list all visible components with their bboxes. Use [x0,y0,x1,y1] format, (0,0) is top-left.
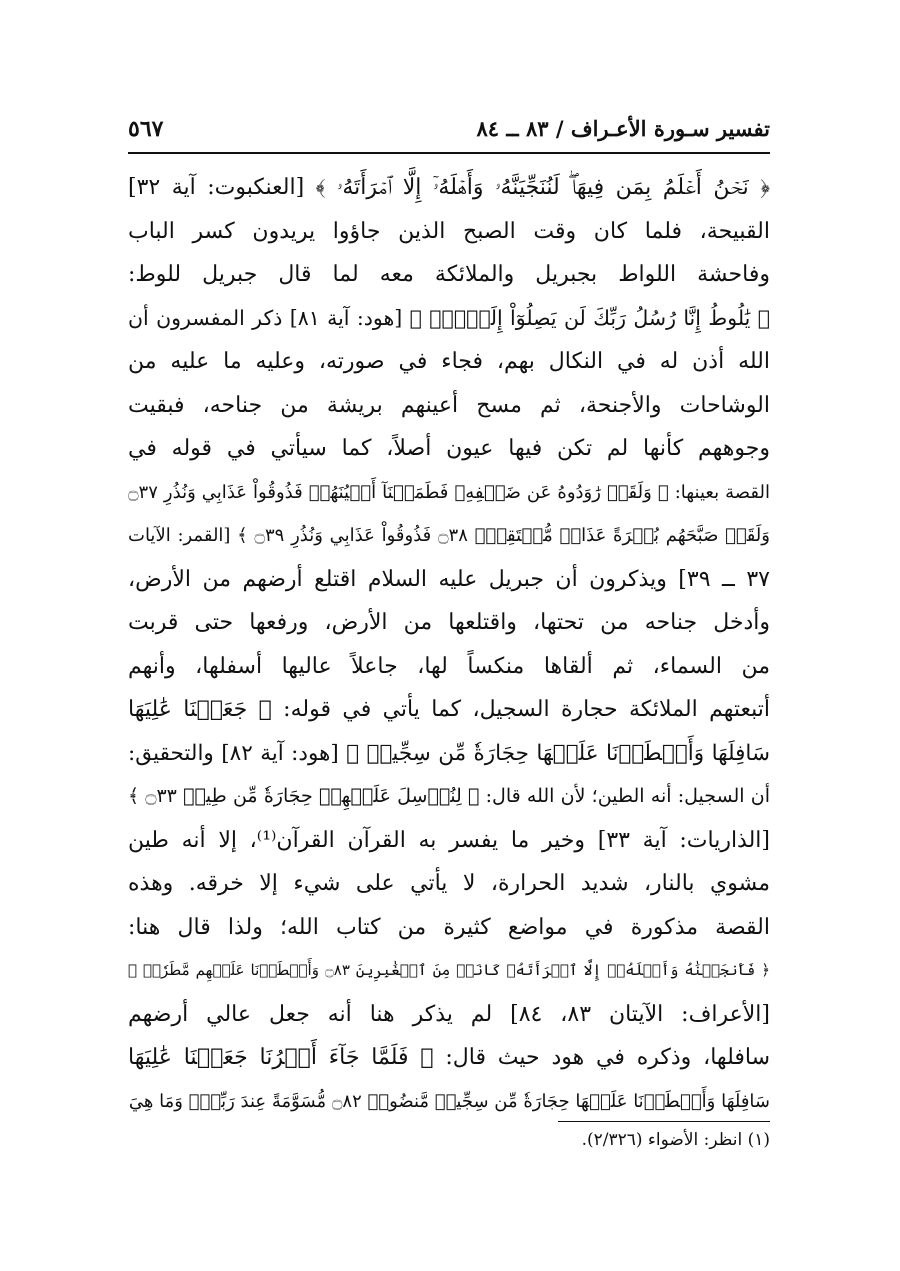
text-line: ﴿ نَحۡنُ أَعۡلَمُ بِمَن فِيهَاۖ لَنُنَجِّيَنَّهُۥ وَأَهۡلَهُۥٓ إِلَّا ٱمۡرَأَتَهُۥ ﴾ [العنكبوت: آية ٣٢] [128,175,770,200]
text-line: ﴿ فَأَنجَيۡنَٰهُ وَأَهۡلَهُۥٓ إِلَّا ٱمۡرَأَتَهُۥ كَانَتۡ مِنَ ٱلۡغَٰبِرِينَ ۝٨٣ وَأَمۡطَرۡنَا عَلَيۡهِم مَّطَرٗاۖ ﴾ [128,961,770,979]
footnote: (١) انظر: الأضواء (٢/٣٢٦). [581,1130,770,1150]
text-line: وَلَقَدۡ صَبَّحَهُم بُكۡرَةً عَذَابٞ مُّسۡتَقِرّٞ ۝٣٨ فَذُوقُواْ عَذَابِي وَنُذُرِ ۝٣٩ ﴾ [القمر: الآيات [128,525,770,546]
text-line: القصة بعينها: ﴿ وَلَقَدۡ رَٰوَدُوهُ عَن ضَيۡفِهِۦ فَطَمَسۡنَآ أَعۡيُنَهُمۡ فَذُوقُواْ عَذَابِي وَنُذُرِ ۝٣٧ [128,481,770,503]
text-line: وفاحشة اللواط بجبريل والملائكة معه لما قال جبريل للوط: [128,262,770,287]
text-line: [الذاريات: آية ٣٣] وخير ما يفسر به القرآن القرآن⁽¹⁾، إلا أنه طين [128,827,770,853]
text-line: مشوي بالنار، شديد الحرارة، لا يأتي على شيء إلا خرقه. وهذه [128,871,770,896]
text-line: وجوههم كأنها لم تكن فيها عيون أصلاً، كما سيأتي في قوله في [128,436,770,461]
running-title: تفسير سـورة الأعـراف / ٨٣ ــ ٨٤ [476,116,770,141]
text-line: ٣٧ ــ ٣٩] ويذكرون أن جبريل عليه السلام اقتلع أرضهم من الأرض، [128,566,770,592]
page-number: ٥٦٧ [128,116,164,142]
text-line: القبيحة، فلما كان وقت الصبح الذين جاؤوا يريدون كسر الباب [128,218,770,244]
text-line: الوشاحات والأجنحة، ثم مسح أعينهم بريشة من جناحه، فبقيت [128,392,770,418]
text-line: القصة مذكورة في مواضع كثيرة من كتاب الله؛ ولذا قال هنا: [128,914,770,940]
text-line: أتبعتهم الملائكة حجارة السجيل، كما يأتي في قوله: ﴿ جَعَلۡنَا عَٰلِيَهَا [128,697,770,722]
text-line: أن السجيل: أنه الطين؛ لأن الله قال: ﴿ لِنُرۡسِلَ عَلَيۡهِمۡ حِجَارَةٗ مِّن طِينٖ ۝٣٣ ﴾ [128,785,770,807]
footnote-separator [558,1121,770,1122]
text-line: وأدخل جناحه من تحتها، واقتلعها من الأرض، ورفعها حتى قربت [128,610,770,635]
text-line: سَافِلَهَا وَأَمۡطَرۡنَا عَلَيۡهَا حِجَارَةٗ مِّن سِجِّيلٖ مَّنضُودٖ ۝٨٢ مُّسَوَّمَةً عِندَ رَبِّكَۖ وَمَا هِيَ [128,1090,770,1112]
text-line: من السماء، ثم ألقاها منكساً لها، جاعلاً عاليها أسفلها، وأنهم [128,653,770,679]
text-line: سَافِلَهَا وَأَمۡطَرۡنَا عَلَيۡهَا حِجَارَةٗ مِّن سِجِّيلٖ ﴾ [هود: آية ٨٢] والتحقيق: [128,740,770,766]
running-header [128,112,770,154]
body-text [128,166,770,1123]
text-line: سافلها، وذكره في هود حيث قال: ﴿ فَلَمَّا جَآءَ أَمۡرُنَا جَعَلۡنَا عَٰلِيَهَا [128,1045,770,1070]
text-line: ﴿ يَٰلُوطُ إِنَّا رُسُلُ رَبِّكَ لَن يَصِلُوٓاْ إِلَيۡكَۖ ﴾ [هود: آية ٨١] ذكر المفسرون أن [128,305,770,330]
text-line: [الأعراف: الآيتان ٨٣، ٨٤] لم يذكر هنا أنه جعل عالي أرضهم [128,1001,770,1027]
text-line: الله أذن له في النكال بهم، فجاء في صورته، وعليه ما عليه من [128,349,770,374]
